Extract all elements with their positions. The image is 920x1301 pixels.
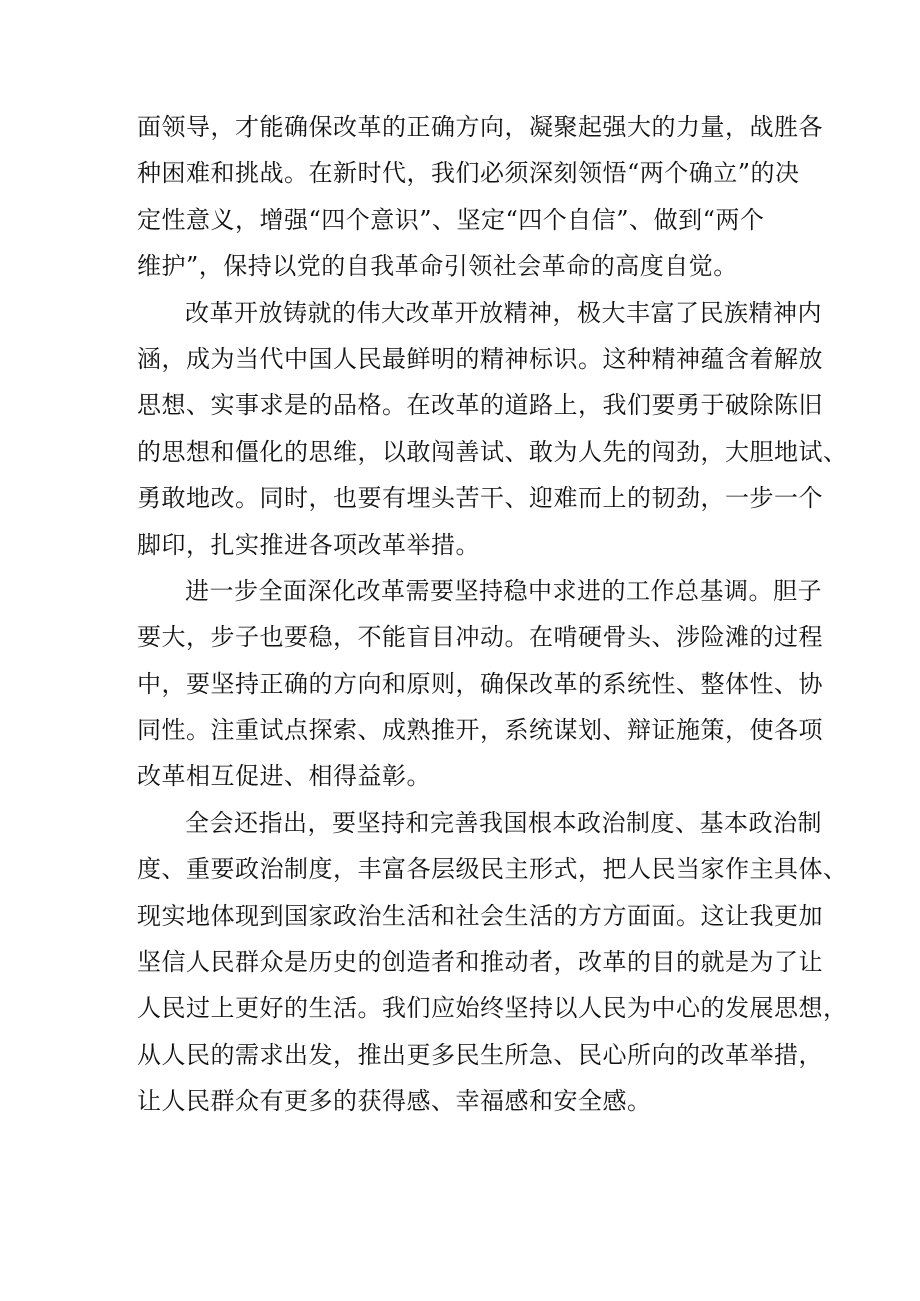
text-line: 定性意义，增强“四个意识”、坚定“四个自信”、做到“两个	[137, 205, 765, 234]
text-line: 要大，步子也要稳，不能盲目冲动。在啃硬骨头、涉险滩的过程	[137, 623, 823, 652]
text-line: 种困难和挑战。在新时代，我们必须深刻领悟“两个确立”的决	[137, 159, 800, 188]
text-line: 面领导，才能确保改革的正确方向，凝聚起强大的力量，战胜各	[137, 113, 823, 141]
paragraph-first-line: 进一步全面深化改革需要坚持稳中求进的工作总基调。胆子	[185, 576, 822, 605]
document-body	[137, 104, 848, 1125]
text-line: 勇敢地改。同时，也要有埋头苦干、迎难而上的韧劲，一步一个	[137, 484, 823, 513]
text-line: 让人民群众有更多的获得感、幸福感和安全感。	[137, 1087, 652, 1116]
text-line: 度、重要政治制度，丰富各层级民主形式，把人民当家作主具体、	[137, 855, 848, 884]
text-line: 脚印，扎实推进各项改革举措。	[137, 530, 480, 559]
paragraph-first-line: 全会还指出，要坚持和完善我国根本政治制度、基本政治制	[185, 808, 822, 837]
text-line: 涵，成为当代中国人民最鲜明的精神标识。这种精神蕴含着解放	[137, 344, 823, 373]
text-line: 思想、实事求是的品格。在改革的道路上，我们要勇于破除陈旧	[137, 391, 823, 420]
text-line: 中，要坚持正确的方向和原则，确保改革的系统性、整体性、协	[137, 669, 823, 698]
text-line: 同性。注重试点探索、成熟推开，系统谋划、辩证施策，使各项	[137, 716, 823, 745]
text-line: 现实地体现到国家政治生活和社会生活的方方面面。这让我更加	[137, 901, 823, 930]
text-line: 维护”，保持以党的自我革命引领社会革命的高度自觉。	[137, 252, 738, 281]
text-line: 从人民的需求出发，推出更多民生所急、民心所向的改革举措，	[137, 1040, 823, 1069]
text-line: 人民过上更好的生活。我们应始终坚持以人民为中心的发展思想，	[137, 994, 848, 1023]
text-line: 坚信人民群众是历史的创造者和推动者，改革的目的就是为了让	[137, 948, 823, 977]
paragraph-first-line: 改革开放铸就的伟大改革开放精神，极大丰富了民族精神内	[185, 298, 822, 327]
text-line: 的思想和僵化的思维，以敢闯善试、敢为人先的闯劲，大胆地试、	[137, 437, 848, 466]
text-line: 改革相互促进、相得益彰。	[137, 762, 431, 791]
